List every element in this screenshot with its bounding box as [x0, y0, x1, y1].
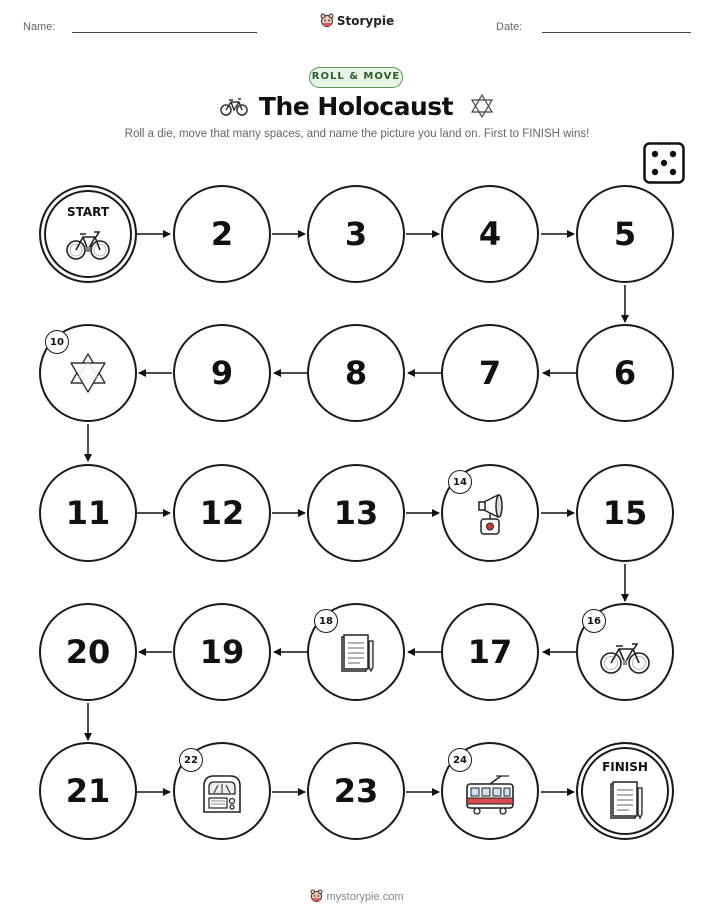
storypie-logo-icon: [310, 889, 323, 902]
star-of-david-icon: [65, 350, 111, 396]
space-number-tag: 24: [448, 748, 472, 772]
space-20[interactable]: [39, 603, 137, 701]
space-5[interactable]: [576, 185, 674, 283]
space-number-tag: 22: [179, 748, 203, 772]
space-number: 11: [65, 494, 111, 532]
name-label: Name:: [23, 21, 56, 33]
space-number: 2: [210, 215, 234, 253]
space-number: 13: [333, 494, 379, 532]
space-start[interactable]: [39, 185, 137, 283]
space-number: 5: [613, 215, 637, 253]
space-2[interactable]: [173, 185, 271, 283]
space-7[interactable]: [441, 324, 539, 422]
space-17[interactable]: [441, 603, 539, 701]
space-number: 17: [467, 633, 513, 671]
space-number-tag: 10: [45, 330, 69, 354]
space-8[interactable]: [307, 324, 405, 422]
space-23[interactable]: [307, 742, 405, 840]
notebook-icon: [336, 633, 376, 677]
space-number: 23: [333, 772, 379, 810]
space-9[interactable]: [173, 324, 271, 422]
space-number: 20: [65, 633, 111, 671]
space-number: 12: [199, 494, 245, 532]
footer-url[interactable]: mystorypie.com: [326, 891, 404, 903]
megaphone-icon: [470, 492, 510, 538]
space-number: 7: [478, 354, 502, 392]
space-number: 3: [344, 215, 368, 253]
space-13[interactable]: [307, 464, 405, 562]
space-11[interactable]: [39, 464, 137, 562]
space-6[interactable]: [576, 324, 674, 422]
space-number-tag: 14: [448, 470, 472, 494]
space-12[interactable]: [173, 464, 271, 562]
bicycle-icon: [599, 641, 651, 675]
date-label: Date:: [496, 21, 523, 33]
space-15[interactable]: [576, 464, 674, 562]
tram-icon: [463, 774, 517, 816]
space-number-tag: 16: [582, 609, 606, 633]
bicycle-icon: [65, 229, 111, 261]
start-label: START: [66, 205, 110, 219]
space-number: 19: [199, 633, 245, 671]
space-finish[interactable]: [576, 742, 674, 840]
brand-name: Storypie: [336, 14, 395, 28]
space-number-tag: 18: [314, 609, 338, 633]
space-19[interactable]: [173, 603, 271, 701]
footer: [0, 889, 714, 903]
radio-icon: [200, 772, 244, 816]
instructions: Roll a die, move that many spaces, and name the picture you land on. First to FINISH wins!: [124, 128, 590, 140]
space-number: 9: [210, 354, 234, 392]
space-21[interactable]: [39, 742, 137, 840]
space-4[interactable]: [441, 185, 539, 283]
space-number: 15: [602, 494, 648, 532]
finish-label: FINISH: [602, 760, 648, 774]
space-number: 8: [344, 354, 368, 392]
space-3[interactable]: [307, 185, 405, 283]
space-number: 21: [65, 772, 111, 810]
notebook-icon: [605, 780, 645, 824]
roll-move-badge: ROLL & MOVE: [309, 67, 403, 88]
title-text: The Holocaust: [258, 92, 454, 121]
space-number: 4: [478, 215, 502, 253]
space-number: 6: [613, 354, 637, 392]
